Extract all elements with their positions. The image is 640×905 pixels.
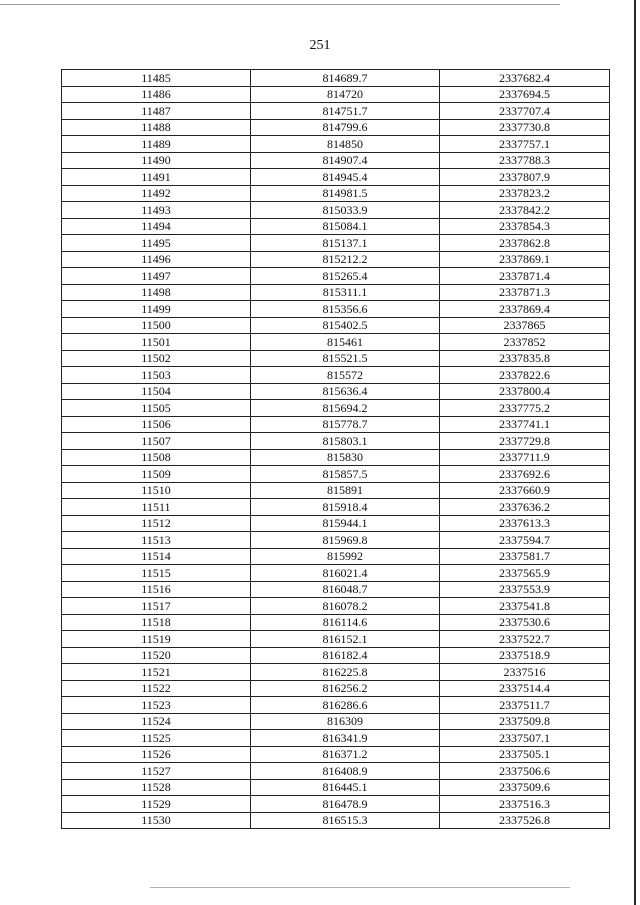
table-row: [62, 482, 610, 499]
point-number-cell: 11493: [62, 202, 251, 219]
table-row: [62, 746, 610, 763]
y-coordinate-cell: 2337862.8: [440, 235, 610, 252]
point-number-cell: 11526: [62, 746, 251, 763]
table-row: [62, 367, 610, 384]
x-coordinate-cell: 815694.2: [251, 400, 440, 417]
table-row: [62, 730, 610, 747]
point-number-cell: 11495: [62, 235, 251, 252]
x-coordinate-cell: 816371.2: [251, 746, 440, 763]
point-number-cell: 11522: [62, 680, 251, 697]
x-coordinate-cell: 816286.6: [251, 697, 440, 714]
y-coordinate-cell: 2337711.9: [440, 449, 610, 466]
x-coordinate-cell: 815033.9: [251, 202, 440, 219]
table-row: [62, 631, 610, 648]
table-row: [62, 284, 610, 301]
table-row: [62, 697, 610, 714]
point-number-cell: 11488: [62, 119, 251, 136]
y-coordinate-cell: 2337511.7: [440, 697, 610, 714]
x-coordinate-cell: 815969.8: [251, 532, 440, 549]
y-coordinate-cell: 2337757.1: [440, 136, 610, 153]
point-number-cell: 11503: [62, 367, 251, 384]
point-number-cell: 11520: [62, 647, 251, 664]
y-coordinate-cell: 2337807.9: [440, 169, 610, 186]
table-row: [62, 70, 610, 87]
y-coordinate-cell: 2337854.3: [440, 218, 610, 235]
y-coordinate-cell: 2337541.8: [440, 598, 610, 615]
point-number-cell: 11528: [62, 779, 251, 796]
y-coordinate-cell: 2337518.9: [440, 647, 610, 664]
x-coordinate-cell: 815918.4: [251, 499, 440, 516]
point-number-cell: 11506: [62, 416, 251, 433]
table-row: [62, 317, 610, 334]
x-coordinate-cell: 816021.4: [251, 565, 440, 582]
table-row: [62, 812, 610, 829]
y-coordinate-cell: 2337660.9: [440, 482, 610, 499]
table-row: [62, 119, 610, 136]
coordinates-table: [61, 69, 610, 829]
point-number-cell: 11523: [62, 697, 251, 714]
point-number-cell: 11494: [62, 218, 251, 235]
x-coordinate-cell: 814850: [251, 136, 440, 153]
y-coordinate-cell: 2337871.3: [440, 284, 610, 301]
y-coordinate-cell: 2337729.8: [440, 433, 610, 450]
table-row: [62, 466, 610, 483]
point-number-cell: 11486: [62, 86, 251, 103]
x-coordinate-cell: 815461: [251, 334, 440, 351]
coordinates-table-body: [62, 70, 610, 829]
point-number-cell: 11489: [62, 136, 251, 153]
x-coordinate-cell: 816341.9: [251, 730, 440, 747]
table-row: [62, 796, 610, 813]
y-coordinate-cell: 2337694.5: [440, 86, 610, 103]
scan-edge-right: [634, 0, 636, 905]
x-coordinate-cell: 814751.7: [251, 103, 440, 120]
x-coordinate-cell: 816048.7: [251, 581, 440, 598]
x-coordinate-cell: 814799.6: [251, 119, 440, 136]
y-coordinate-cell: 2337682.4: [440, 70, 610, 87]
y-coordinate-cell: 2337871.4: [440, 268, 610, 285]
point-number-cell: 11516: [62, 581, 251, 598]
point-number-cell: 11512: [62, 515, 251, 532]
x-coordinate-cell: 815778.7: [251, 416, 440, 433]
point-number-cell: 11529: [62, 796, 251, 813]
x-coordinate-cell: 815830: [251, 449, 440, 466]
table-row: [62, 581, 610, 598]
table-row: [62, 433, 610, 450]
y-coordinate-cell: 2337506.6: [440, 763, 610, 780]
x-coordinate-cell: 816309: [251, 713, 440, 730]
x-coordinate-cell: 816445.1: [251, 779, 440, 796]
table-row: [62, 779, 610, 796]
x-coordinate-cell: 814720: [251, 86, 440, 103]
point-number-cell: 11513: [62, 532, 251, 549]
y-coordinate-cell: 2337636.2: [440, 499, 610, 516]
point-number-cell: 11502: [62, 350, 251, 367]
y-coordinate-cell: 2337707.4: [440, 103, 610, 120]
point-number-cell: 11515: [62, 565, 251, 582]
x-coordinate-cell: 815572: [251, 367, 440, 384]
point-number-cell: 11530: [62, 812, 251, 829]
table-row: [62, 614, 610, 631]
x-coordinate-cell: 816078.2: [251, 598, 440, 615]
y-coordinate-cell: 2337788.3: [440, 152, 610, 169]
y-coordinate-cell: 2337526.8: [440, 812, 610, 829]
table-row: [62, 268, 610, 285]
x-coordinate-cell: 815521.5: [251, 350, 440, 367]
y-coordinate-cell: 2337865: [440, 317, 610, 334]
x-coordinate-cell: 816152.1: [251, 631, 440, 648]
point-number-cell: 11509: [62, 466, 251, 483]
x-coordinate-cell: 814689.7: [251, 70, 440, 87]
x-coordinate-cell: 815402.5: [251, 317, 440, 334]
x-coordinate-cell: 816225.8: [251, 664, 440, 681]
table-row: [62, 103, 610, 120]
table-row: [62, 152, 610, 169]
point-number-cell: 11507: [62, 433, 251, 450]
y-coordinate-cell: 2337692.6: [440, 466, 610, 483]
x-coordinate-cell: 815992: [251, 548, 440, 565]
y-coordinate-cell: 2337869.1: [440, 251, 610, 268]
table-row: [62, 680, 610, 697]
x-coordinate-cell: 816182.4: [251, 647, 440, 664]
y-coordinate-cell: 2337869.4: [440, 301, 610, 318]
y-coordinate-cell: 2337835.8: [440, 350, 610, 367]
table-row: [62, 301, 610, 318]
point-number-cell: 11491: [62, 169, 251, 186]
x-coordinate-cell: 815311.1: [251, 284, 440, 301]
y-coordinate-cell: 2337507.1: [440, 730, 610, 747]
point-number-cell: 11517: [62, 598, 251, 615]
point-number-cell: 11521: [62, 664, 251, 681]
table-row: [62, 383, 610, 400]
y-coordinate-cell: 2337730.8: [440, 119, 610, 136]
y-coordinate-cell: 2337741.1: [440, 416, 610, 433]
x-coordinate-cell: 815857.5: [251, 466, 440, 483]
table-row: [62, 235, 610, 252]
y-coordinate-cell: 2337514.4: [440, 680, 610, 697]
point-number-cell: 11497: [62, 268, 251, 285]
x-coordinate-cell: 815137.1: [251, 235, 440, 252]
table-row: [62, 169, 610, 186]
point-number-cell: 11492: [62, 185, 251, 202]
x-coordinate-cell: 816114.6: [251, 614, 440, 631]
y-coordinate-cell: 2337800.4: [440, 383, 610, 400]
point-number-cell: 11527: [62, 763, 251, 780]
x-coordinate-cell: 815891: [251, 482, 440, 499]
table-row: [62, 713, 610, 730]
table-row: [62, 185, 610, 202]
x-coordinate-cell: 816256.2: [251, 680, 440, 697]
y-coordinate-cell: 2337842.2: [440, 202, 610, 219]
y-coordinate-cell: 2337516.3: [440, 796, 610, 813]
point-number-cell: 11519: [62, 631, 251, 648]
x-coordinate-cell: 816408.9: [251, 763, 440, 780]
y-coordinate-cell: 2337509.8: [440, 713, 610, 730]
scan-edge-top: [0, 4, 560, 5]
y-coordinate-cell: 2337775.2: [440, 400, 610, 417]
point-number-cell: 11511: [62, 499, 251, 516]
table-row: [62, 499, 610, 516]
y-coordinate-cell: 2337594.7: [440, 532, 610, 549]
table-row: [62, 416, 610, 433]
point-number-cell: 11524: [62, 713, 251, 730]
table-row: [62, 598, 610, 615]
y-coordinate-cell: 2337516: [440, 664, 610, 681]
x-coordinate-cell: 815212.2: [251, 251, 440, 268]
y-coordinate-cell: 2337852: [440, 334, 610, 351]
point-number-cell: 11485: [62, 70, 251, 87]
table-row: [62, 532, 610, 549]
x-coordinate-cell: 815084.1: [251, 218, 440, 235]
y-coordinate-cell: 2337522.7: [440, 631, 610, 648]
table-row: [62, 565, 610, 582]
point-number-cell: 11496: [62, 251, 251, 268]
table-row: [62, 202, 610, 219]
point-number-cell: 11498: [62, 284, 251, 301]
table-row: [62, 350, 610, 367]
point-number-cell: 11499: [62, 301, 251, 318]
scan-edge-bottom: [150, 887, 570, 888]
x-coordinate-cell: 814981.5: [251, 185, 440, 202]
table-row: [62, 251, 610, 268]
x-coordinate-cell: 814907.4: [251, 152, 440, 169]
y-coordinate-cell: 2337613.3: [440, 515, 610, 532]
x-coordinate-cell: 815265.4: [251, 268, 440, 285]
table-row: [62, 664, 610, 681]
x-coordinate-cell: 814945.4: [251, 169, 440, 186]
x-coordinate-cell: 816515.3: [251, 812, 440, 829]
x-coordinate-cell: 815356.6: [251, 301, 440, 318]
table-row: [62, 548, 610, 565]
y-coordinate-cell: 2337530.6: [440, 614, 610, 631]
y-coordinate-cell: 2337509.6: [440, 779, 610, 796]
table-row: [62, 400, 610, 417]
table-row: [62, 449, 610, 466]
table-row: [62, 334, 610, 351]
point-number-cell: 11504: [62, 383, 251, 400]
table-row: [62, 86, 610, 103]
point-number-cell: 11505: [62, 400, 251, 417]
y-coordinate-cell: 2337553.9: [440, 581, 610, 598]
point-number-cell: 11501: [62, 334, 251, 351]
table-row: [62, 515, 610, 532]
point-number-cell: 11487: [62, 103, 251, 120]
x-coordinate-cell: 815803.1: [251, 433, 440, 450]
point-number-cell: 11490: [62, 152, 251, 169]
y-coordinate-cell: 2337823.2: [440, 185, 610, 202]
table-row: [62, 218, 610, 235]
y-coordinate-cell: 2337565.9: [440, 565, 610, 582]
table-row: [62, 136, 610, 153]
point-number-cell: 11518: [62, 614, 251, 631]
table-row: [62, 647, 610, 664]
x-coordinate-cell: 815636.4: [251, 383, 440, 400]
point-number-cell: 11500: [62, 317, 251, 334]
y-coordinate-cell: 2337581.7: [440, 548, 610, 565]
point-number-cell: 11525: [62, 730, 251, 747]
y-coordinate-cell: 2337822.6: [440, 367, 610, 384]
table-row: [62, 763, 610, 780]
point-number-cell: 11510: [62, 482, 251, 499]
page-number: 251: [309, 38, 331, 53]
y-coordinate-cell: 2337505.1: [440, 746, 610, 763]
point-number-cell: 11508: [62, 449, 251, 466]
x-coordinate-cell: 816478.9: [251, 796, 440, 813]
point-number-cell: 11514: [62, 548, 251, 565]
x-coordinate-cell: 815944.1: [251, 515, 440, 532]
